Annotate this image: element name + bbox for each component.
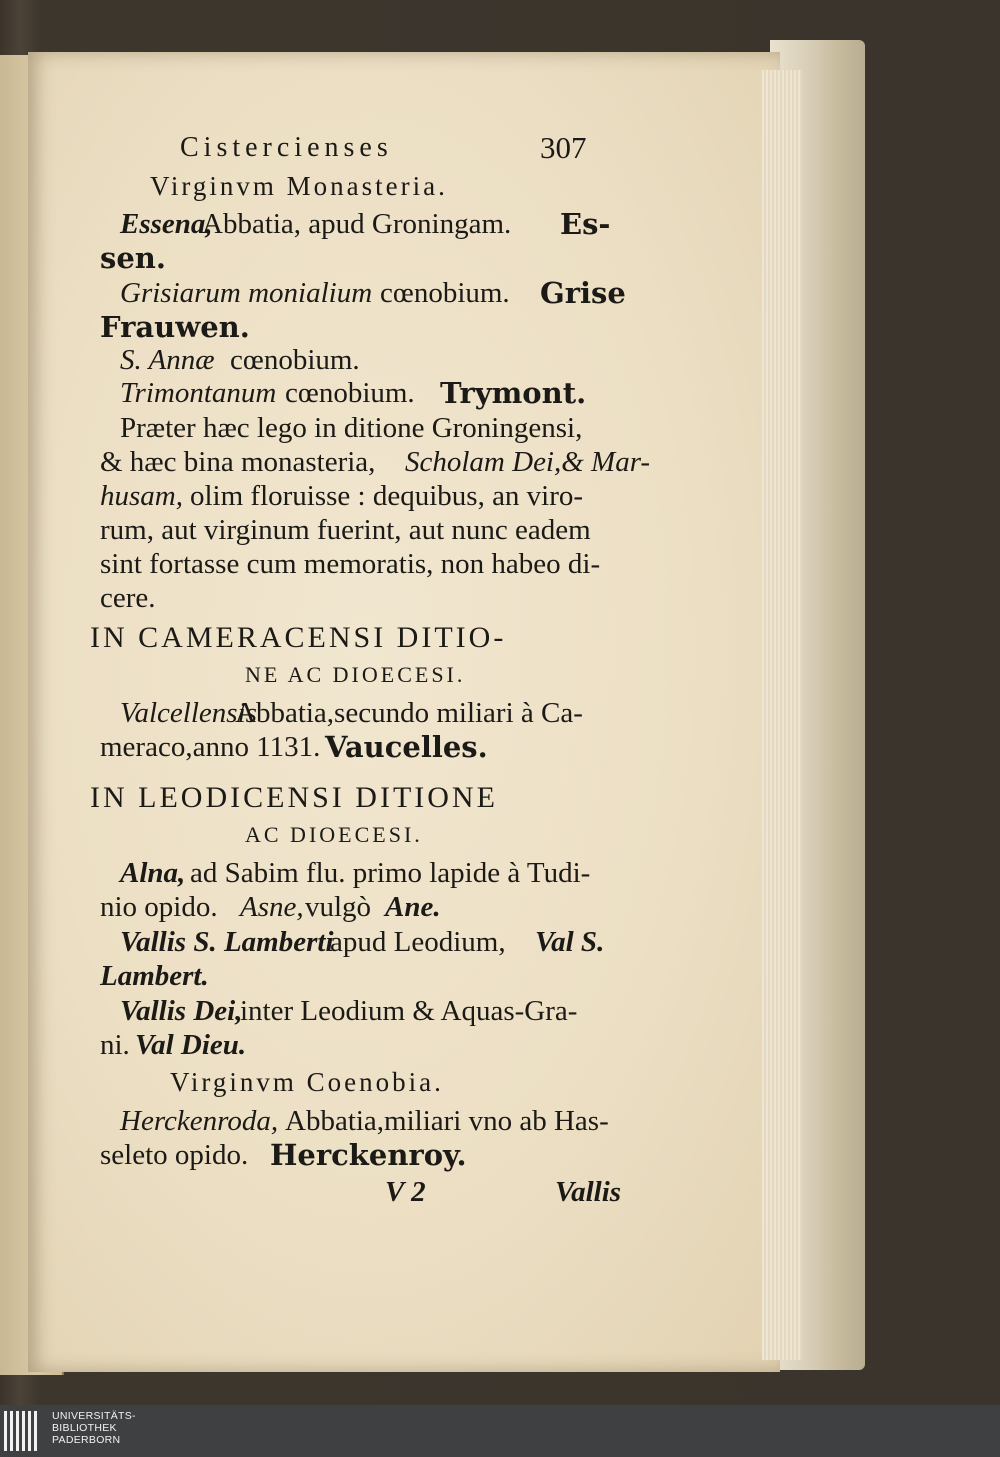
page-edges: [762, 70, 802, 1360]
library-footer: [0, 1405, 1000, 1457]
text-line: Trimontanum: [120, 377, 277, 409]
text-line: nio opido.: [100, 891, 218, 923]
text-line: ni.: [100, 1029, 130, 1061]
library-logo-icon: [4, 1411, 40, 1451]
section-heading: AC DIOECESI.: [245, 822, 423, 847]
text-line: Vaucelles.: [325, 730, 488, 764]
text-line: Trymont.: [440, 376, 587, 410]
text-line: Grise: [540, 276, 626, 310]
logo-line: UNIVERSITÄTS-: [52, 1410, 136, 1422]
text-line: Abbatia,miliari vno ab Has-: [285, 1105, 609, 1137]
text-line: & hæc bina monasteria,: [100, 446, 376, 478]
running-head: Cistercienses: [180, 132, 393, 163]
text-line: Val Dieu.: [135, 1029, 247, 1061]
text-line: S. Annæ: [120, 344, 215, 376]
text-line: cœnobium.: [380, 277, 510, 309]
section-heading: Virginvm Coenobia.: [170, 1067, 444, 1097]
catchword: Vallis: [555, 1176, 622, 1208]
text-line: Herckenroda,: [120, 1105, 279, 1137]
signature-mark: V 2: [385, 1176, 426, 1208]
text-line: inter Leodium & Aquas-Gra-: [240, 995, 578, 1027]
text-line: Alna,: [120, 857, 186, 889]
text-line: Præter hæc lego in ditione Groningensi,: [120, 412, 583, 444]
text-line: rum, aut virginum fuerint, aut nunc eadem: [100, 514, 591, 546]
text-line: sen.: [100, 241, 166, 275]
text-line: Grisiarum monialium: [120, 277, 373, 309]
section-heading: IN LEODICENSI DITIONE: [90, 781, 498, 814]
text-line: cœnobium.: [285, 377, 415, 409]
text-line: Frauwen.: [100, 310, 250, 344]
text-line: cere.: [100, 582, 156, 614]
text-line: Lambert.: [100, 960, 209, 992]
section-heading: Virginvm Monasteria.: [150, 171, 448, 201]
text-line: Abbatia,secundo miliari à Ca-: [235, 697, 583, 729]
text-line: meraco,anno 1131.: [100, 731, 321, 763]
page-number: 307: [540, 130, 587, 165]
text-line: Asne,: [240, 891, 304, 923]
text-line: Scholam Dei,& Mar-: [405, 446, 651, 478]
text-line: husam,: [100, 480, 183, 512]
text-line: seleto opido.: [100, 1139, 249, 1171]
section-heading: IN CAMERACENSI DITIO-: [90, 621, 507, 654]
text-line: vulgò: [305, 891, 372, 923]
text-line: sint fortasse cum memoratis, non habeo di-: [100, 548, 601, 580]
text-line: ad Sabim flu. primo lapide à Tudi-: [190, 857, 591, 889]
text-line: Val S.: [535, 926, 605, 958]
library-logo-text: [52, 1410, 136, 1446]
text-line: Herckenroy.: [270, 1138, 467, 1172]
text-line: Es-: [560, 207, 611, 241]
logo-line: BIBLIOTHEK: [52, 1422, 117, 1434]
text-line: olim floruisse : dequibus, an viro-: [190, 480, 584, 512]
text-line: Abbatia, apud Groningam.: [202, 208, 512, 240]
text-line: Vallis Dei,: [120, 995, 243, 1027]
text-line: Vallis S. Lamberti: [120, 926, 334, 958]
section-heading: NE AC DIOECESI.: [245, 662, 466, 687]
book-page: [28, 52, 780, 1372]
logo-line: PADERBORN: [52, 1434, 121, 1446]
text-line: apud Leodium,: [330, 926, 506, 958]
text-line: cœnobium.: [230, 344, 360, 376]
text-line: Valcellensis: [120, 697, 257, 729]
text-line: Ane.: [385, 891, 441, 923]
text-line: Essena,: [120, 208, 213, 240]
